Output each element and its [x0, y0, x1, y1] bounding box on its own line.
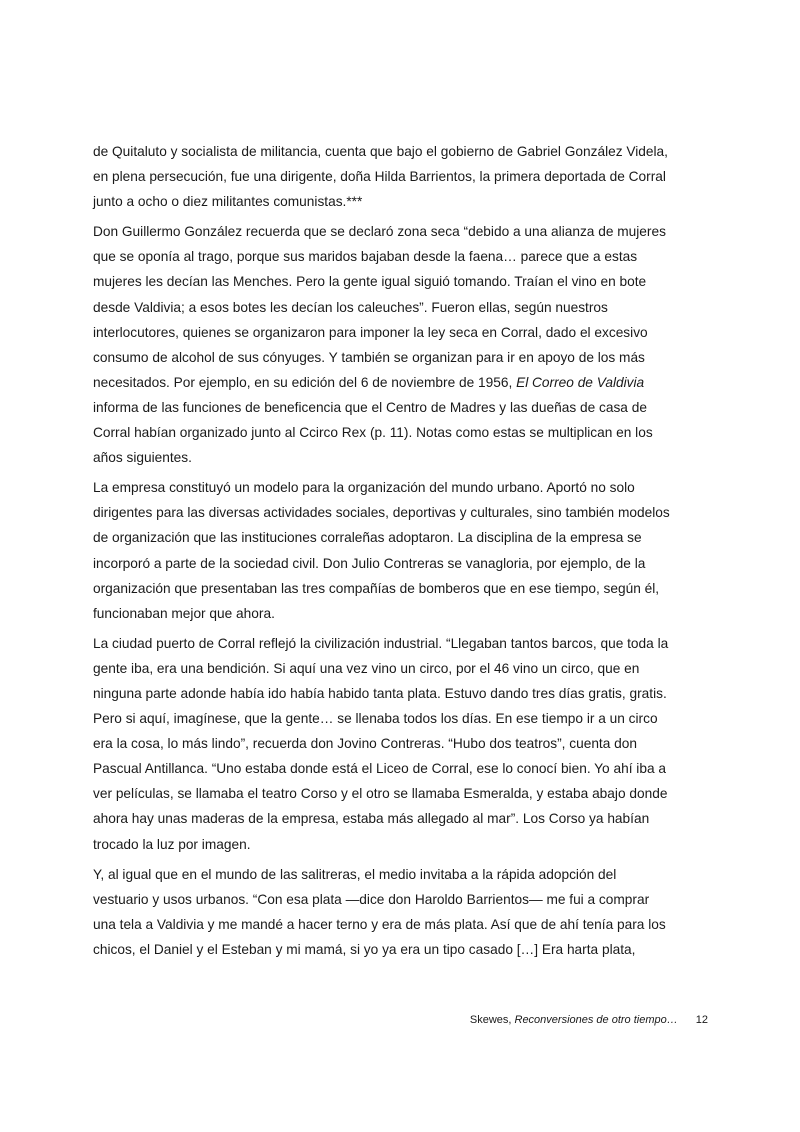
- text-line: que se oponía al trago, porque sus maridos bajaban desde la faena… parece que a estas: [93, 249, 638, 265]
- text-line: dirigentes para las diversas actividades sociales, deportivas y culturales, sino también modelos: [93, 505, 670, 521]
- text-line: gente iba, era una bendición. Si aquí una vez vino un circo, por el 46 vino un circo, que en: [93, 660, 640, 676]
- text-line: trocado la luz por imagen.: [93, 836, 251, 852]
- text-line: Y, al igual que en el mundo de las salitreras, el medio invitaba a la rápida adopción del: [93, 866, 617, 882]
- page-body: [93, 139, 708, 967]
- paragraph-3: [93, 475, 708, 626]
- text-line: de organización que las instituciones corraleñas adoptaron. La disciplina de la empresa se: [93, 530, 642, 546]
- text-line: ahora hay unas maderas de la empresa, estaba más allegado al mar”. Los Corso ya habían: [93, 811, 650, 827]
- text-line: mujeres les decían las Menches. Pero la gente igual siguió tomando. Traían el vino en bote: [93, 274, 647, 290]
- page-number: 12: [695, 1014, 708, 1026]
- text-line: en plena persecución, fue una dirigente, doña Hilda Barrientos, la primera deportada de Corral: [93, 169, 666, 185]
- paragraph-2: [93, 219, 708, 470]
- text-line: Pero si aquí, imagínese, que la gente… se llenaba todos los días. En ese tiempo ir a un circo: [93, 711, 658, 727]
- text-line: organización que presentaban las tres compañías de bomberos que en ese tiempo, según él,: [93, 580, 660, 596]
- footer-title: Reconversiones de otro tiempo…: [514, 1014, 678, 1026]
- text-line: La empresa constituyó un modelo para la organización del mundo urbano. Aportó no solo: [93, 480, 635, 496]
- text-line: La ciudad puerto de Corral reflejó la civilización industrial. “Llegaban tantos barcos, que toda la: [93, 635, 669, 651]
- paragraph-4: [93, 631, 708, 857]
- text-line: interlocutores, quienes se organizaron para imponer la ley seca en Corral, dado el excesivo: [93, 324, 648, 340]
- text-line: era la cosa, lo más lindo”, recuerda don Jovino Contreras. “Hubo dos teatros”, cuenta don: [93, 736, 637, 752]
- text-line: informa de las funciones de beneficencia que el Centro de Madres y las dueñas de casa de: [93, 399, 647, 415]
- paragraph-5: [93, 862, 708, 962]
- text-line: Corral habían organizado junto al Ccirco Rex (p. 11). Notas como estas se multiplican en los: [93, 425, 653, 441]
- text-line: ninguna parte adonde había ido había habido tanta plata. Estuvo dando tres días gratis, gratis.: [93, 685, 667, 701]
- page-footer: [470, 1012, 708, 1028]
- text-line: desde Valdivia; a esos botes les decían los caleuches”. Fueron ellas, según nuestros: [93, 299, 608, 315]
- text-line: Pascual Antillanca. “Uno estaba donde está el Liceo de Corral, ese lo conocí bien. Yo ahí iba a: [93, 761, 666, 777]
- text-segment: necesitados. Por ejemplo, en su edición del 6 de noviembre de 1956,: [93, 374, 517, 390]
- text-line: funcionaban mejor que ahora.: [93, 605, 275, 621]
- footer-author: Skewes,: [469, 1014, 515, 1026]
- text-line-with-italic: [93, 370, 708, 395]
- text-line: junto a ocho o diez militantes comunistas.***: [93, 194, 363, 210]
- text-line: incorporó a parte de la sociedad civil. Don Julio Contreras se vanagloria, por ejemplo, de la: [93, 555, 646, 571]
- text-line: consumo de alcohol de sus cónyuges. Y también se organizan para ir en apoyo de los más: [93, 349, 645, 365]
- text-line: ver películas, se llamaba el teatro Corso y el otro se llamaba Esmeralda, y estaba abajo donde: [93, 786, 668, 802]
- text-line: una tela a Valdivia y me mandé a hacer terno y era de más plata. Así que de ahí tenía para los: [93, 916, 666, 932]
- newspaper-title: El Correo de Valdivia: [516, 374, 645, 390]
- text-line: años siguientes.: [93, 450, 192, 466]
- text-line: Don Guillermo González recuerda que se declaró zona seca “debido a una alianza de mujeres: [93, 224, 666, 240]
- text-line: de Quitaluto y socialista de militancia, cuenta que bajo el gobierno de Gabriel González Videla,: [93, 144, 668, 159]
- text-line: chicos, el Daniel y el Esteban y mi mamá, si yo ya era un tipo casado […] Era harta plata,: [93, 941, 636, 957]
- paragraph-1: [93, 139, 708, 214]
- text-line: vestuario y usos urbanos. “Con esa plata —dice don Haroldo Barrientos— me fui a comprar: [93, 891, 650, 907]
